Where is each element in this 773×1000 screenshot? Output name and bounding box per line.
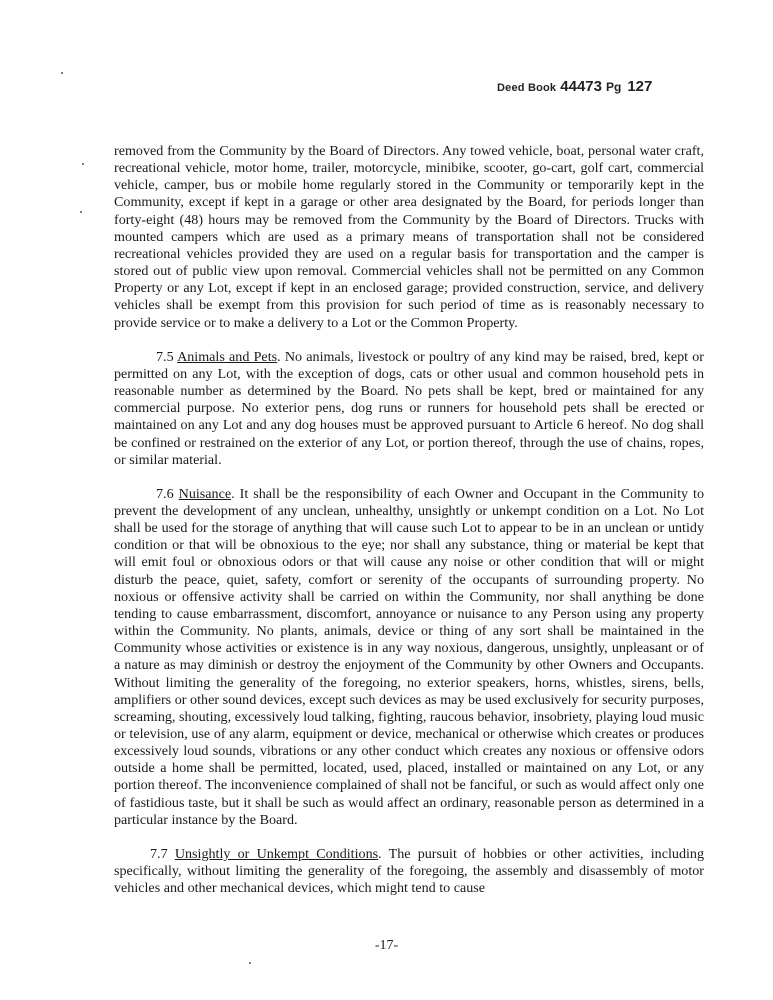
section-7-5: 7.5 Animals and Pets. No animals, livestock or poultry of any kind may be raised, bred, kept or permitted on any Lot, with the exception of dogs, cats or other usual and common household pets in reasonable number as determined by the Board. No pets shall be kept, bred or maintained for any commercial purpose. No exterior pens, dog runs or runners for household pets shall be erected or maintained on any Lot and any dog houses must be approved pursuant to Article 6 hereof. No dog shall be confined or restrained on the exterior of any Lot, or portion thereof, through the use of chains, ropes, or similar material.: [114, 348, 705, 468]
section-heading: Animals and Pets: [177, 348, 278, 365]
section-heading: Unsightly or Unkempt Conditions: [174, 845, 379, 862]
section-heading: Nuisance: [178, 485, 232, 502]
page-label: Pg: [605, 80, 622, 94]
book-number: 44473: [560, 78, 602, 95]
section-number: 7.7: [150, 845, 168, 862]
deed-book-label: Deed Book: [497, 82, 557, 94]
deed-book-stamp: [497, 78, 652, 96]
section-number: 7.6: [156, 485, 174, 502]
section-7-6: 7.6 Nuisance. It shall be the responsibility of each Owner and Occupant in the Community to prevent the development of any unclean, unhealthy, unsightly or unkempt condition on a Lot. No Lot shall be used for the storage of anything that will cause such Lot to appear to be in an unclean or untidy condition or that will be obnoxious to the eye; nor shall any substance, thing or material be kept that will emit foul or obnoxious odors or that will cause any noise or other condition that will or might disturb the peace, quiet, safety, comfort or serenity of the occupants of surrounding property. No noxious or offensive activity shall be carried on within the Community, nor shall anything be done tending to cause embarrassment, discomfort, annoyance or nuisance to any Person using any property within the Community. No plants, animals, device or thing of any sort shall be maintained in the Community whose activities or existence is in any way noxious, dangerous, unsightly, unpleasant or of a nature as may diminish or destroy the enjoyment of the Community by other Owners and Occupants. Without limiting the generality of the foregoing, no exterior speakers, horns, whistles, sirens, bells, amplifiers or other sound devices, except such devices as may be used exclusively for security purposes, screaming, shouting, excessively loud talking, fighting, raucous behavior, insobriety, playing loud music or television, use of any alarm, equipment or device, mechanical or otherwise which creates or produces excessively loud sounds, vibrations or any other conduct which creates any noxious or offensive odors outside a home shall be permitted, located, used, placed, installed or maintained on any Lot, or any portion thereof. The inconvenience complained of shall not be fanciful, or such as would affect only one of fastidious taste, but it shall be such as would affect an ordinary, reasonable person as determined in a particular instance by the Board.: [114, 485, 705, 828]
scan-speck: [80, 211, 82, 213]
section-number: 7.5: [156, 348, 174, 365]
scan-speck: [249, 962, 251, 964]
section-text: The pursuit of hobbies or other activities, including specifically, without limiting the generality of the foregoing, the assembly and disassembly of motor vehicles and other mechanical devices, which might tend to cause: [114, 845, 704, 897]
stamp-page-number: 127: [627, 78, 653, 95]
page-footer-number: -17-: [374, 938, 399, 953]
section-text: No animals, livestock or poultry of any kind may be raised, bred, kept or permitted on any Lot, with the exception of dogs, cats or other usual and common household pets in reasonable number as determined by the Board. No pets shall be kept, bred or maintained for any commercial purpose. No exterior pens, dog runs or runners for household pets shall be erected or maintained on any Lot and any dog houses must be approved pursuant to Article 6 hereof. No dog shall be confined or restrained on the exterior of any Lot, or portion thereof, through the use of chains, ropes, or similar material.: [114, 348, 705, 468]
scan-speck: [82, 163, 84, 165]
document-body: [114, 143, 704, 914]
paragraph-continued: removed from the Community by the Board of Directors. Any towed vehicle, boat, personal water craft, recreational vehicle, motor home, trailer, motorcycle, minibike, scooter, go-cart, golf cart, commercial vehicle, camper, bus or mobile home regularly stored in the Community or temporarily kept in the Community, except if kept in a garage or other area designated by the Board, for periods longer than forty-eight (48) hours may be removed from the Community by the Board of Directors. Trucks with mounted campers which are used as a primary means of transportation shall not be considered recreational vehicles provided they are used on a regular basis for transportation and the camper is stored out of public view upon removal. Commercial vehicles shall not be permitted on any Common Property or any Lot, except if kept in an enclosed garage; provided construction, service, and delivery vehicles shall be exempt from this provision for such period of time as is reasonably necessary to provide service or to make a delivery to a Lot or the Common Property.: [114, 143, 704, 331]
section-7-7: 7.7 Unsightly or Unkempt Conditions. The pursuit of hobbies or other activities, including specifically, without limiting the generality of the foregoing, the assembly and disassembly of motor vehicles and other mechanical devices, which might tend to cause: [114, 845, 704, 897]
section-text: It shall be the responsibility of each Owner and Occupant in the Community to prevent the development of any unclean, unhealthy, unsightly or unkempt condition on a Lot. No Lot shall be used for the storage of anything that will cause such Lot to appear to be in an unclean or untidy condition or that will be obnoxious to the eye; nor shall any substance, thing or material be kept that will emit foul or obnoxious odors or that will cause any noise or other condition that will or might disturb the peace, quiet, safety, comfort or serenity of the occupants of surrounding property. No noxious or offensive activity shall be carried on within the Community, nor shall anything be done tending to cause embarrassment, discomfort, annoyance or nuisance to any Person using any property within the Community. No plants, animals, device or thing of any sort shall be maintained in the Community whose activities or existence is in any way noxious, dangerous, unsightly, unpleasant or of a nature as may diminish or destroy the enjoyment of the Community by other Owners and Occupants. Without limiting the generality of the foregoing, no exterior speakers, horns, whistles, sirens, bells, amplifiers or other sound devices, except such devices as may be used exclusively for security purposes, screaming, shouting, excessively loud talking, fighting, raucous behavior, insobriety, playing loud music or television, use of any alarm, equipment or device, mechanical or otherwise which creates or produces excessively loud sounds, vibrations or any other conduct which creates any noxious or offensive odors outside a home shall be permitted, located, used, placed, installed or maintained on any Lot, or any portion thereof. The inconvenience complained of shall not be fanciful, or such as would affect only one of fastidious taste, but it shall be such as would affect an ordinary, reasonable person as determined in a particular instance by the Board.: [114, 485, 705, 828]
scan-speck: [61, 72, 63, 74]
